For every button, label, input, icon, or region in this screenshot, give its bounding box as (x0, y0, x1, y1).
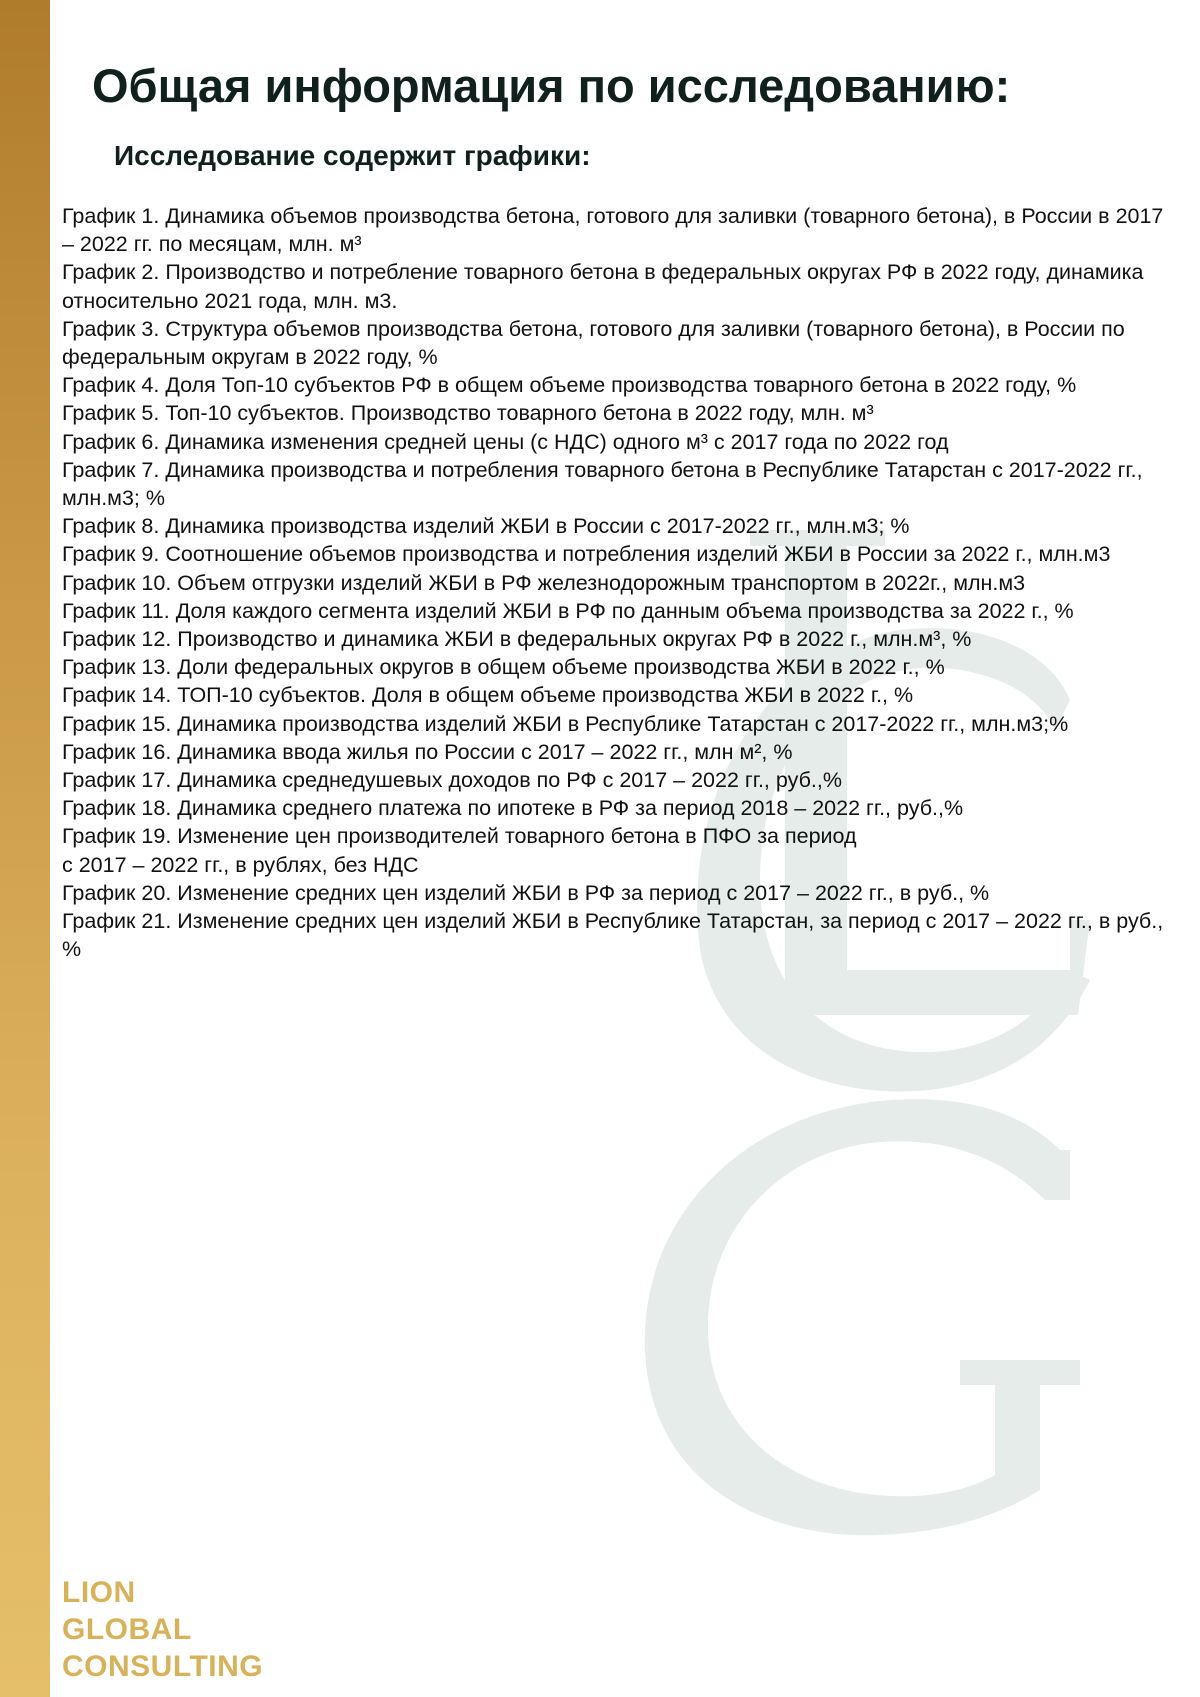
page-title: Общая информация по исследованию: (92, 59, 1011, 112)
list-item: График 5. Топ-10 субъектов. Производство товарного бетона в 2022 году, млн. м³ (62, 401, 874, 426)
logo-line-lion: LION (62, 1576, 136, 1609)
list-item: График 15. Динамика производства изделий ЖБИ в Республике Татарстан с 2017-2022 гг., млн.м3;% (62, 711, 1069, 736)
list-item: График 17. Динамика среднедушевых доходов по РФ с 2017 – 2022 гг., руб.,% (62, 768, 842, 793)
list-item: График 7. Динамика производства и потребления товарного бетона в Республике Татарстан с 2017-2022 гг., млн.м3; % (62, 457, 1143, 511)
logo-line-consulting: CONSULTING (62, 1650, 264, 1683)
charts-list (62, 202, 1174, 963)
list-item: График 3. Структура объемов производства бетона, готового для заливки (товарного бетона), в России по федеральным округам в 2022 году, % (62, 316, 1125, 370)
list-item: График 18. Динамика среднего платежа по ипотеке в РФ за период 2018 – 2022 гг., руб.,% (62, 796, 964, 821)
list-item: График 8. Динамика производства изделий ЖБИ в России с 2017-2022 гг., млн.м3; % (62, 514, 910, 539)
list-item: График 2. Производство и потребление товарного бетона в федеральных округах РФ в 2022 году, динамика относительно 2021 года, млн. м3. (62, 260, 1144, 313)
gold-side-bar (0, 0, 50, 1697)
list-item: График 14. ТОП-10 субъектов. Доля в общем объеме производства ЖБИ в 2022 г., % (62, 683, 914, 708)
list-item: График 12. Производство и динамика ЖБИ в федеральных округах РФ в 2022 г., млн.м³, % (62, 627, 972, 652)
list-item: График 10. Объем отгрузки изделий ЖБИ в РФ железнодорожным транспортом в 2022г., млн.м3 (62, 570, 1026, 595)
list-item: График 1. Динамика объемов производства бетона, готового для заливки (товарного бетона), в России в 2017 – 2022 гг. по месяцам, млн. м³ (62, 204, 1164, 257)
list-item: График 4. Доля Топ-10 субъектов РФ в общем объеме производства товарного бетона в 2022 году, % (62, 373, 1077, 398)
list-item: График 11. Доля каждого сегмента изделий ЖБИ в РФ по данным объема производства за 2022 г., % (62, 598, 1074, 623)
list-item: График 20. Изменение средних цен изделий ЖБИ в РФ за период с 2017 – 2022 гг., в руб., % (62, 880, 990, 905)
list-item: График 13. Доли федеральных округов в общем объеме производства ЖБИ в 2022 г., % (62, 655, 945, 680)
list-item: График 9. Соотношение объемов производства и потребления изделий ЖБИ в России за 2022 г., млн.м3 (62, 542, 1111, 567)
logo-line-global: GLOBAL (62, 1613, 192, 1646)
list-item: График 6. Динамика изменения средней цены (с НДС) одного м³ с 2017 года по 2022 год (62, 429, 949, 454)
list-item: с 2017 – 2022 гг., в рублях, без НДС (62, 852, 419, 877)
list-item: График 16. Динамика ввода жилья по России с 2017 – 2022 гг., млн м², % (62, 739, 793, 764)
list-item: График 19. Изменение цен производителей товарного бетона в ПФО за период (62, 824, 857, 849)
company-logo (62, 1574, 263, 1685)
page-subtitle: Исследование содержит графики: (114, 140, 591, 171)
list-item: График 21. Изменение средних цен изделий ЖБИ в Республике Татарстан, за период с 2017 – 2022 гг., в руб., % (62, 909, 1164, 962)
